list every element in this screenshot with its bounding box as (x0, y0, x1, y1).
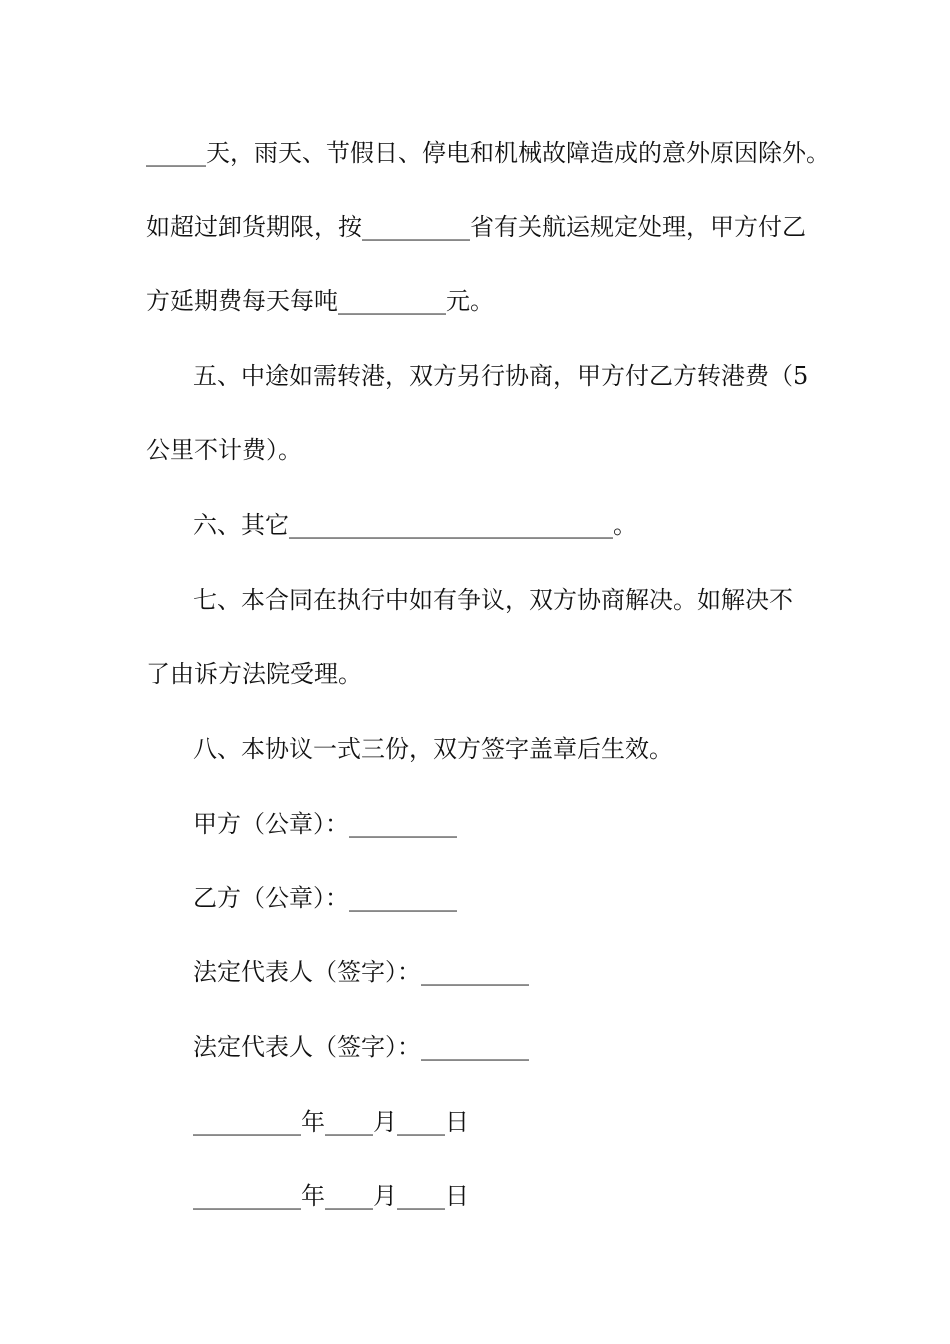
clause-5-transfer: 五、中途如需转港，双方另行协商，甲方付乙方转港费（5 (193, 362, 809, 390)
clause-7-dispute: 七、本合同在执行中如有争议，双方协商解决。如解决不 (193, 586, 793, 614)
date-line-a: _________年____月____日 (193, 1108, 469, 1136)
party-a-seal-line: 甲方（公章）：_________ (193, 810, 457, 838)
date-line-b: _________年____月____日 (193, 1182, 469, 1210)
text-line-overdue-clause: 如超过卸货期限，按_________省有关航运规定处理，甲方付乙 (146, 213, 806, 241)
clause-8-copies: 八、本协议一式三份，双方签字盖章后生效。 (193, 735, 673, 763)
text-line-unloading-days: _____天，雨天、节假日、停电和机械故障造成的意外原因除外。 (146, 139, 830, 167)
legal-rep-signature-line-b: 法定代表人（签字）：_________ (193, 1033, 529, 1061)
clause-7-continuation: 了由诉方法院受理。 (146, 660, 362, 688)
clause-5-continuation: 公里不计费）。 (146, 436, 302, 464)
party-b-seal-line: 乙方（公章）：_________ (193, 884, 457, 912)
clause-6-other: 六、其它___________________________。 (193, 511, 637, 539)
text-line-delay-fee: 方延期费每天每吨_________元。 (146, 287, 494, 315)
legal-rep-signature-line-a: 法定代表人（签字）：_________ (193, 958, 529, 986)
